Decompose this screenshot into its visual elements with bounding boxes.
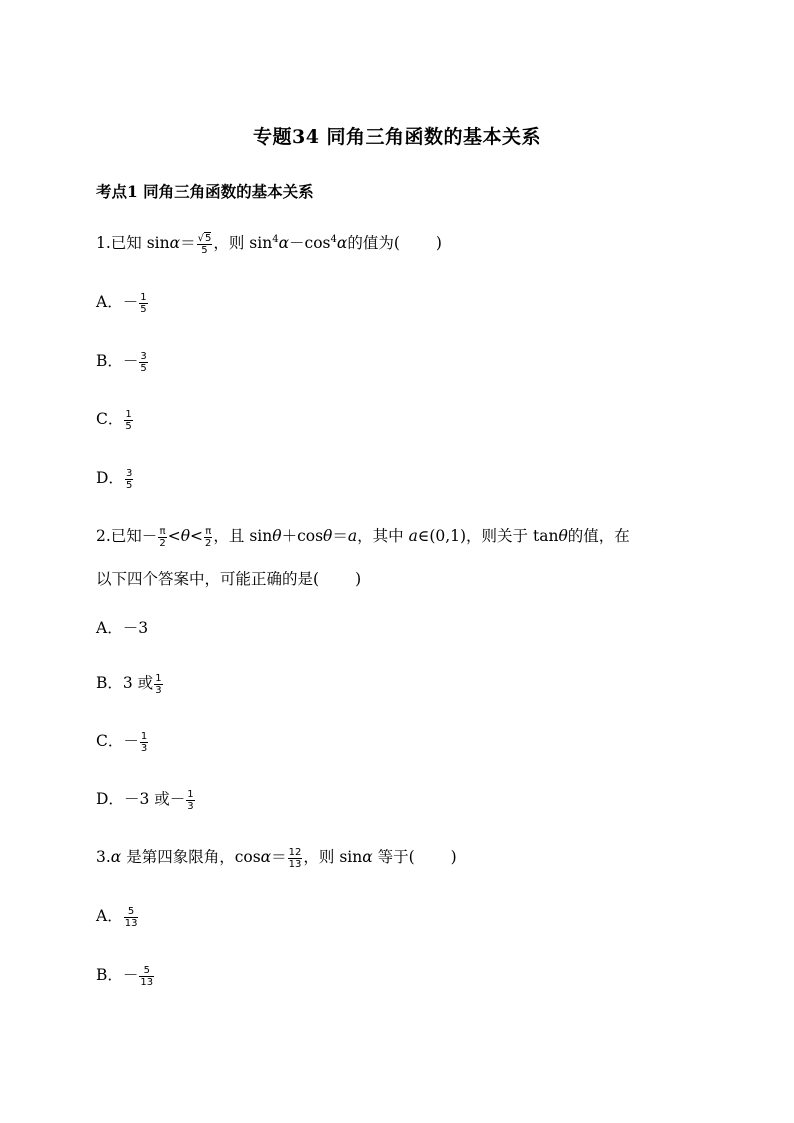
question-number: 3. [96, 848, 111, 866]
option-a: A．－ $\frac{1}{5}$ [96, 291, 147, 315]
option-c: C． $\frac{1}{5}$ [96, 408, 132, 432]
fraction: $\frac{5}{13}$ [140, 964, 154, 988]
fraction: $\frac{3}{5}$ [125, 467, 133, 491]
fraction: $\frac{1}{3}$ [155, 672, 162, 696]
fraction: $\frac{\pi}{2}$ [205, 525, 212, 549]
question-text: 已知 sin [110, 234, 170, 252]
fraction: $\frac{12}{13}$ [288, 846, 302, 870]
fraction: $\frac{3}{5}$ [140, 350, 147, 374]
fraction: $\frac{\pi}{2}$ [159, 525, 166, 549]
fraction: $\frac{1}{3}$ [140, 730, 148, 754]
fraction: $\frac{5}{13}$ [124, 905, 138, 929]
page-title: 专题34 同角三角函数的基本关系 [252, 126, 542, 148]
question-number: 1. [96, 234, 111, 252]
option-b: B．－ $\frac{5}{13}$ [96, 964, 154, 988]
question-2-stem: 2.已知－ $\frac{\pi}{2}$ <θ< $\frac{\pi}{2}$ ，且 sinθ＋cosθ＝a，其中 a∈(0,1)，则关于 tanθ的值，在 [96, 525, 630, 549]
fraction: $\frac{1}{5}$ [140, 291, 147, 315]
question-3-stem: 3.α 是第四象限角，cosα＝ $\frac{12}{13}$ ，则 sinα 等于( ) [96, 846, 457, 870]
option-a: A．－3 [96, 619, 149, 637]
section-heading: 考点1 同角三角函数的基本关系 [96, 182, 314, 201]
fraction: $\frac{√5}{5}$ [197, 232, 212, 256]
option-d: D．－3 或－ $\frac{1}{3}$ [96, 788, 194, 812]
option-a: A． $\frac{5}{13}$ [96, 905, 138, 929]
question-number: 2. [96, 527, 111, 545]
question-2-stem-line2: 以下四个答案中，可能正确的是( ) [96, 570, 362, 588]
option-b: B．－ $\frac{3}{5}$ [96, 350, 147, 374]
fraction: $\frac{1}{3}$ [187, 788, 194, 812]
question-1-stem: 1.已知 sinα＝ $\frac{√5}{5}$ ，则 $\sin^4\alpha-\cos^4\alpha$的值为( ) [96, 232, 442, 256]
option-b: B．3 或 $\frac{1}{3}$ [96, 672, 162, 696]
option-c: C．－ $\frac{1}{3}$ [96, 730, 148, 754]
option-d: D． $\frac{3}{5}$ [96, 467, 133, 491]
fraction: $\frac{1}{5}$ [125, 408, 132, 432]
